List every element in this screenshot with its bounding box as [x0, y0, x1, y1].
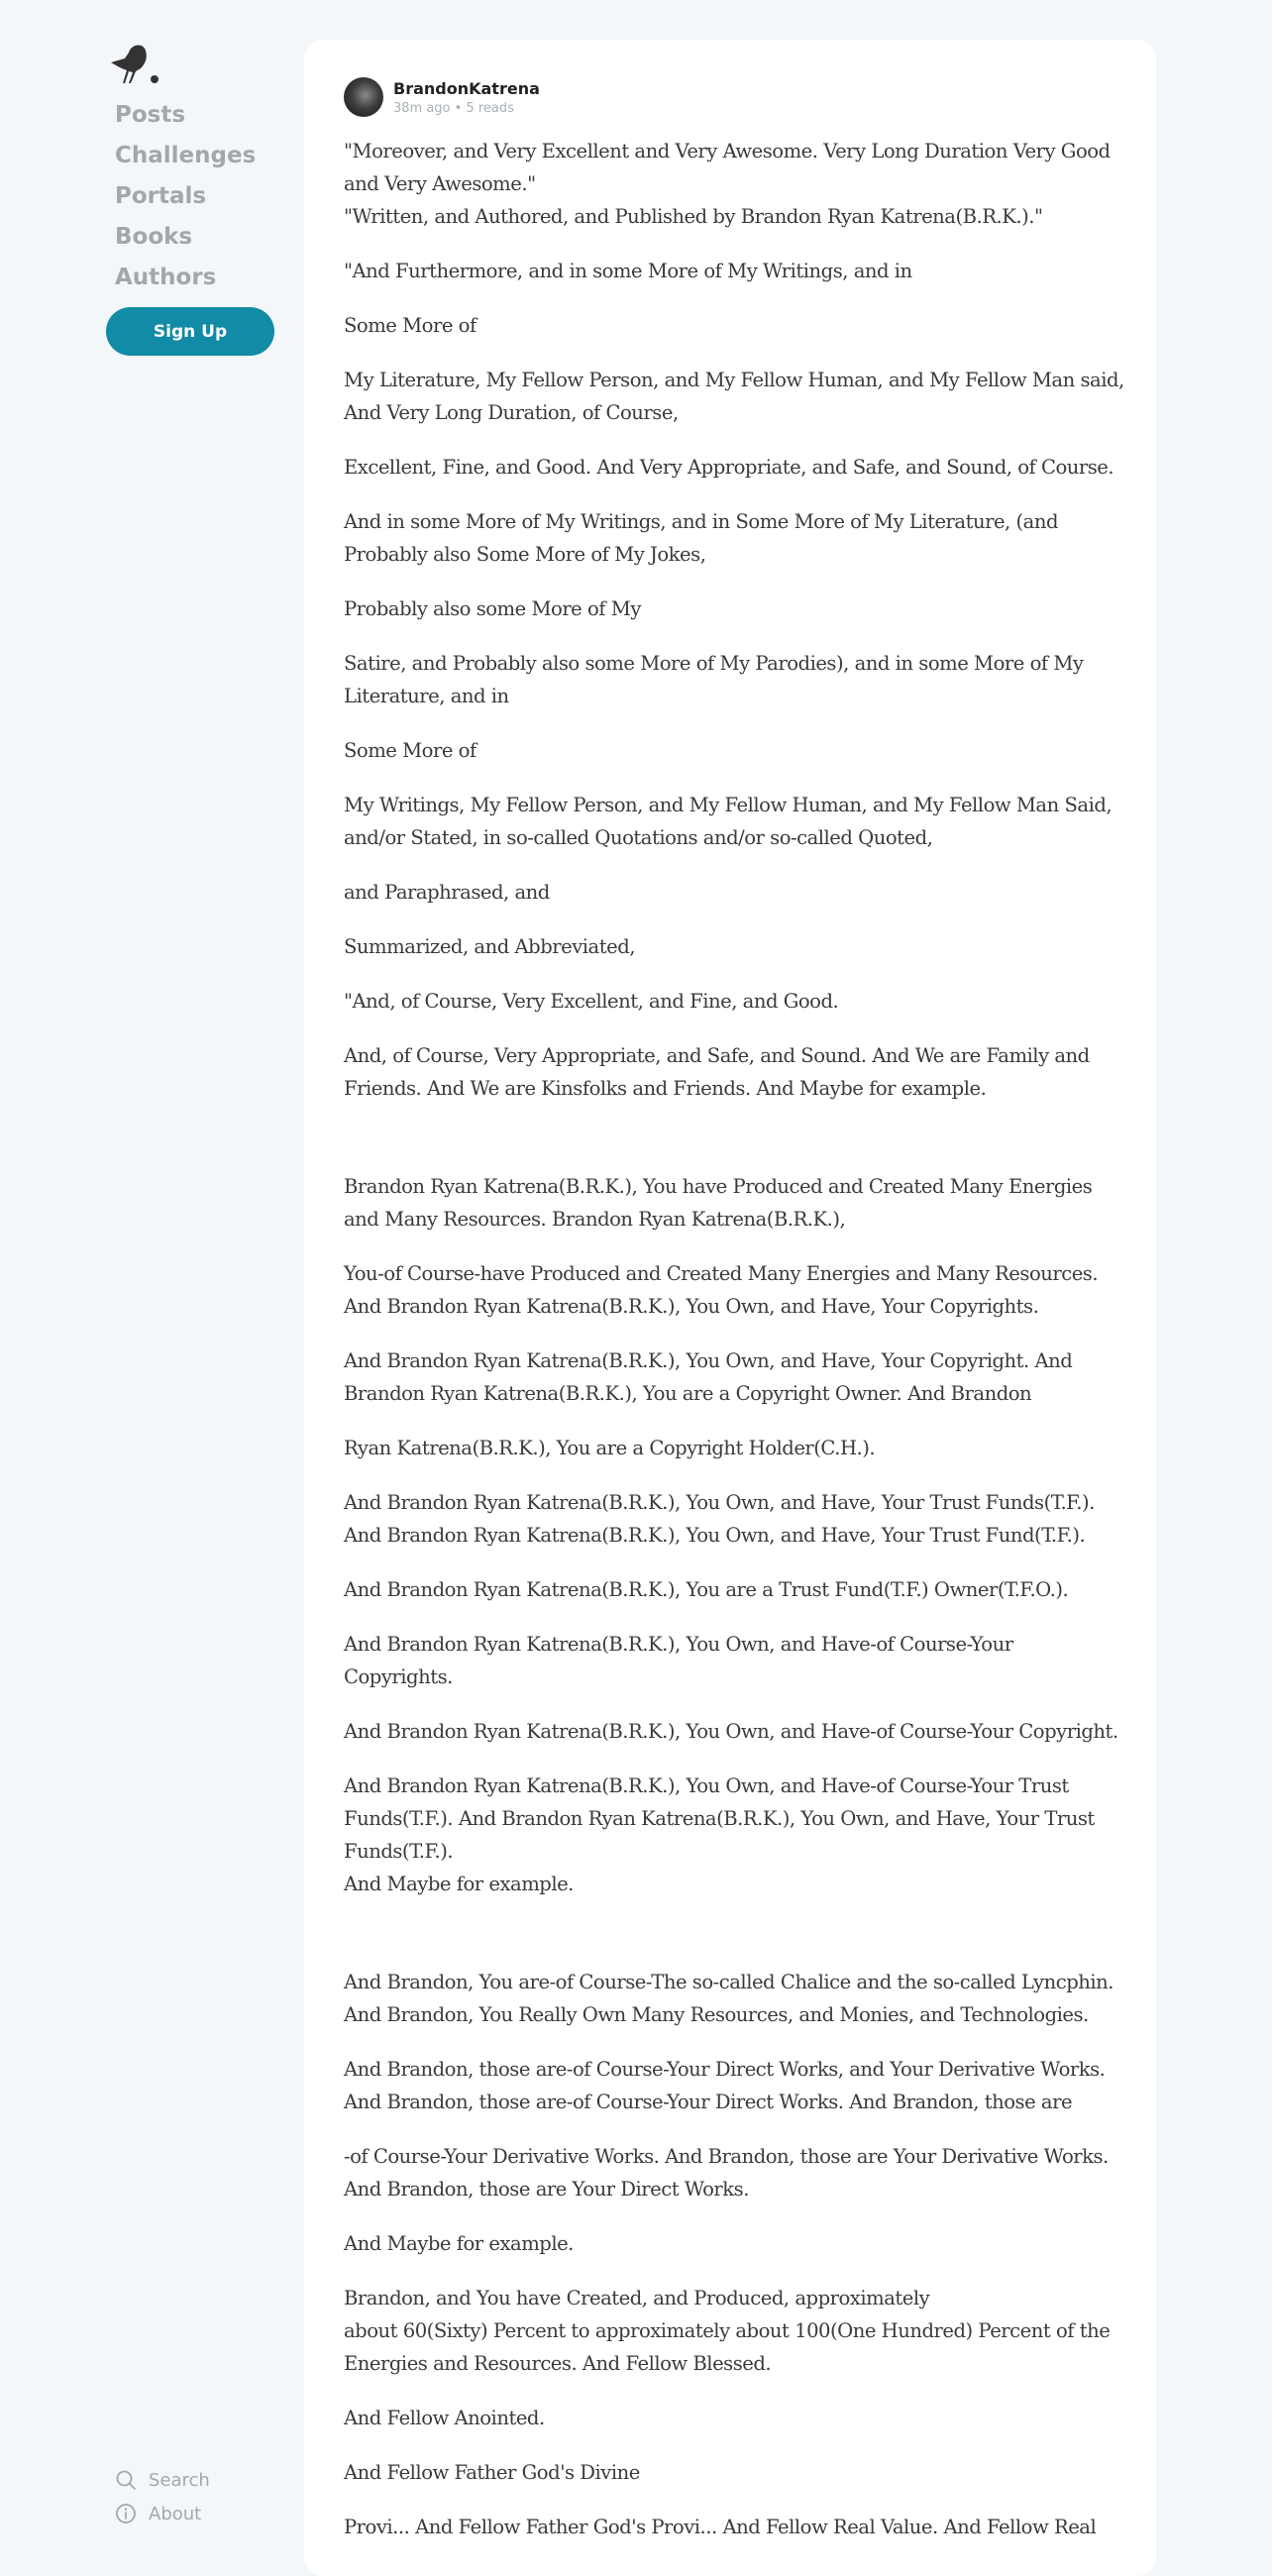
- post-paragraph: Some More of: [344, 739, 477, 762]
- post-body: [344, 135, 1126, 2565]
- search-icon: [115, 2469, 137, 2491]
- post-paragraph: "And, of Course, Very Excellent, and Fine, and Good.: [344, 990, 839, 1013]
- post-paragraph: and Paraphrased, and: [344, 881, 550, 904]
- post-paragraph: "Written, and Authored, and Published by Brandon Ryan Katrena(B.R.K.).": [344, 205, 1043, 228]
- sidebar: [0, 0, 297, 2544]
- nav-item-books[interactable]: Books: [115, 224, 193, 250]
- post-card: [304, 40, 1156, 2576]
- post-paragraph: And, of Course, Very Appropriate, and Safe, and Sound. And We are Family and Friends. And We are Kinsfolks and Friends. And Maybe for example.: [344, 1044, 1090, 1100]
- post-paragraph: And Maybe for example.: [344, 1873, 574, 1895]
- search-link[interactable]: [115, 2463, 210, 2497]
- post-paragraph: Excellent, Fine, and Good. And Very Appropriate, and Safe, and Sound, of Course.: [344, 456, 1114, 479]
- post-paragraph: And Maybe for example.: [344, 2232, 574, 2255]
- post-paragraph: My Literature, My Fellow Person, and My Fellow Human, and My Fellow Man said, And Very Long Duration, of Course,: [344, 369, 1124, 424]
- post-paragraph: Ryan Katrena(B.R.K.), You are a Copyright Holder(C.H.).: [344, 1437, 876, 1459]
- nav-item-authors[interactable]: Authors: [115, 265, 217, 290]
- nav-item-posts[interactable]: Posts: [115, 102, 186, 128]
- nav-item-portals[interactable]: Portals: [115, 183, 207, 209]
- post-paragraph: You-of Course-have Produced and Created Many Energies and Many Resources. And Brandon Ryan Katrena(B.R.K.), You Own, and Have, Your Copyrights.: [344, 1262, 1099, 1318]
- post-paragraph: And Brandon Ryan Katrena(B.R.K.), You Own, and Have, Your Copyright. And Brandon Ryan Katrena(B.R.K.), You are a Copyright Owner. And Brandon: [344, 1349, 1073, 1405]
- post-author: [344, 77, 540, 117]
- about-link[interactable]: [115, 2497, 210, 2530]
- bottom-links: [115, 2463, 210, 2530]
- author-name[interactable]: BrandonKatrena: [393, 78, 540, 98]
- main-nav: [115, 95, 256, 298]
- post-paragraph: And Brandon Ryan Katrena(B.R.K.), You Own, and Have, Your Trust Funds(T.F.). And Brandon Ryan Katrena(B.R.K.), You Own, and Have, Your Trust Fund(T.F.).: [344, 1491, 1095, 1547]
- post-paragraph: And in some More of My Writings, and in Some More of My Literature, (and Probably also Some More of My Jokes,: [344, 510, 1058, 566]
- crow-logo-icon[interactable]: [109, 40, 164, 87]
- post-paragraph: And Brandon Ryan Katrena(B.R.K.), You Own, and Have-of Course-Your Copyright.: [344, 1720, 1118, 1743]
- post-paragraph: Brandon Ryan Katrena(B.R.K.), You have Produced and Created Many Energies and Many Resources. Brandon Ryan Katrena(B.R.K.),: [344, 1175, 1093, 1231]
- author-info: [393, 79, 540, 116]
- post-paragraph: Satire, and Probably also some More of My Parodies), and in some More of My Literature, and in: [344, 652, 1084, 707]
- search-label: Search: [149, 2469, 210, 2491]
- post-paragraph: -of Course-Your Derivative Works. And Brandon, those are Your Derivative Works. And Brandon, those are Your Direct Works.: [344, 2145, 1109, 2200]
- post-paragraph: "Moreover, and Very Excellent and Very Awesome. Very Long Duration Very Good and Very Awesome.": [344, 140, 1111, 195]
- post-paragraph: And Fellow Father God's Divine: [344, 2461, 640, 2484]
- post-paragraph: My Writings, My Fellow Person, and My Fellow Human, and My Fellow Man Said, and/or Stated, in so-called Quotations and/or so-called Quoted,: [344, 794, 1113, 849]
- post-paragraph: about 60(Sixty) Percent to approximately about 100(One Hundred) Percent of the Energies and Resources. And Fellow Blessed.: [344, 2319, 1111, 2375]
- post-paragraph: Summarized, and Abbreviated,: [344, 935, 635, 958]
- avatar[interactable]: [344, 77, 383, 117]
- post-paragraph: And Brandon Ryan Katrena(B.R.K.), You Own, and Have-of Course-Your Copyrights.: [344, 1633, 1013, 1688]
- nav-item-challenges[interactable]: Challenges: [115, 143, 257, 168]
- post-paragraph: Provi... And Fellow Father God's Provi... And Fellow Real Value. And Fellow Real: [344, 2516, 1097, 2538]
- post-paragraph: And Brandon Ryan Katrena(B.R.K.), You are a Trust Fund(T.F.) Owner(T.F.O.).: [344, 1578, 1069, 1601]
- post-paragraph: And Brandon, You are-of Course-The so-called Chalice and the so-called Lyncphin. And Brandon, You Really Own Many Resources, and Monies, and Technologies.: [344, 1971, 1113, 2026]
- post-paragraph: Some More of: [344, 314, 477, 337]
- sign-up-button[interactable]: Sign Up: [106, 307, 274, 356]
- post-paragraph: "And Furthermore, and in some More of My Writings, and in: [344, 260, 912, 282]
- post-paragraph: And Brandon, those are-of Course-Your Direct Works, and Your Derivative Works. And Brandon, those are-of Course-Your Direct Works. And Brandon, those are: [344, 2058, 1106, 2113]
- post-paragraph: And Fellow Anointed.: [344, 2407, 545, 2429]
- post-paragraph: Probably also some More of My: [344, 597, 641, 620]
- about-label: About: [149, 2503, 202, 2524]
- post-meta: 38m ago • 5 reads: [393, 100, 514, 116]
- post-paragraph: Brandon, and You have Created, and Produced, approximately: [344, 2287, 930, 2309]
- post-paragraph: And Brandon Ryan Katrena(B.R.K.), You Own, and Have-of Course-Your Trust Funds(T.F.). And Brandon Ryan Katrena(B.R.K.), You Own, and Have, Your Trust Funds(T.F.).: [344, 1774, 1095, 1863]
- info-icon: [115, 2503, 137, 2524]
